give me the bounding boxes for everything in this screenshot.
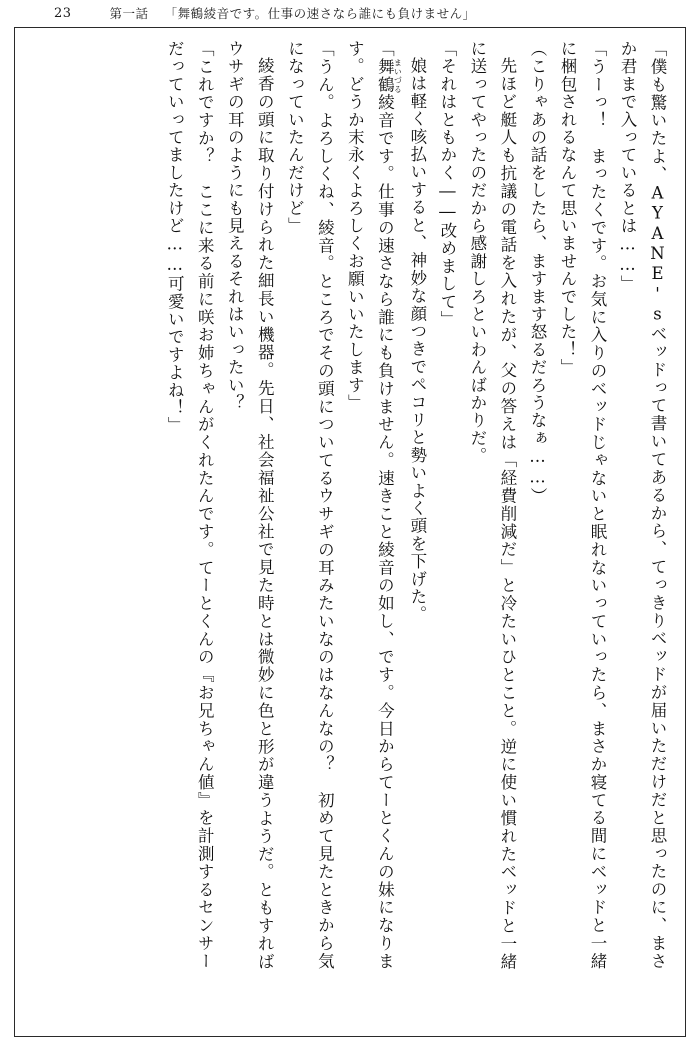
- paragraph: 先ほど艇人も抗議の電話を入れたが、父の答えは「経費削減だ」と冷たいひとこと。逆に使い慣れたベッドと一緒に送ってやったのだから感謝しろといわんばかりだ。: [467, 40, 517, 970]
- paragraph: 「うーっ！ まったくです。お気に入りのベッドじゃないと眠れないっていったら、まさか寝てる間にベッドと一緒に梱包されるなんて思いませんでした！」: [557, 40, 607, 970]
- paragraph: 娘は軽く咳払いすると、神妙な顔つきでペコリと勢いよく頭を下げた。: [407, 56, 427, 623]
- chapter-title: 「舞鶴綾音です。仕事の速さなら誰にも負けません」: [164, 6, 476, 21]
- paragraph: 「それはともかく――改めまして」: [437, 40, 457, 329]
- paragraph: 綾香の頭に取り付けられた細長い機器。先日、社会福祉公社で見た時とは微妙に色と形が違うようだ。ともすればウサギの耳のようにも見えるそれはいったい？: [225, 40, 275, 970]
- body-text: [42, 40, 672, 970]
- paragraph: 「うん。よろしくね、綾音。ところでその頭についてるウサギの耳みたいなのはなんなの？ 初めて見たときから気になっていたんだけど」: [285, 40, 335, 970]
- paragraph: 「これですか？ ここに来る前に咲お姉ちゃんがくれたんです。てーとくんの『お兄ちゃん値』を計測するセンサーだっていってましたけど……可愛いですよね！」: [165, 40, 215, 970]
- running-header: [0, 0, 700, 26]
- paragraph-with-ruby: 「舞鶴 まいづる綾音です。仕事の速さなら誰にも負けません。速きこと綾音の如し、です。今日からてーとくんの妹になります。どうか末永くよろしくお願いいたします」: [345, 40, 403, 970]
- page-number: 23: [54, 5, 72, 21]
- chapter-label: 第一話: [109, 6, 149, 21]
- paragraph: （こりゃあの話をしたら、ますます怒るだろうなぁ……）: [527, 40, 547, 506]
- paragraph: 「僕も驚いたよ、AYANE'sベッドって書いてあるから、てっきりベッドが届いただけだと思ったのに、まさか君まで入っているとは……」: [617, 40, 667, 970]
